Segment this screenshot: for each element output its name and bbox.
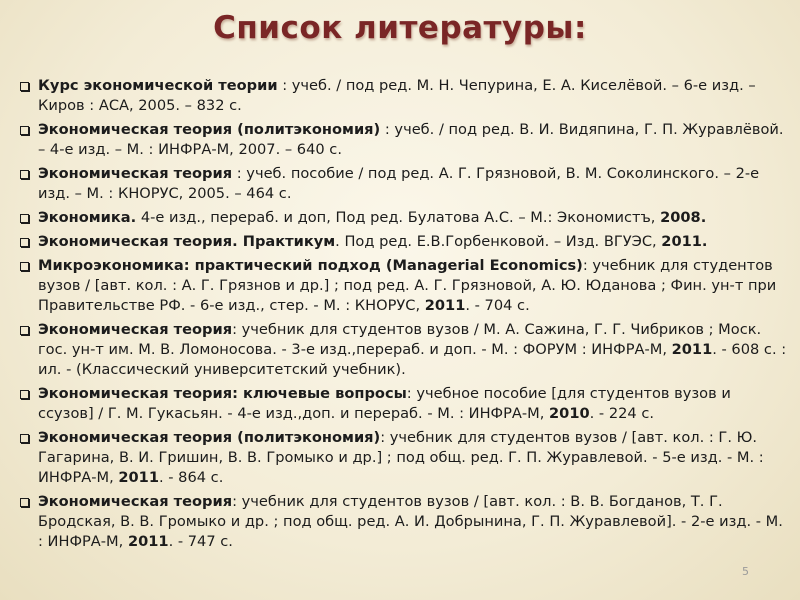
square-bullet-icon xyxy=(20,498,29,507)
slide-title: Список литературы: xyxy=(213,10,587,46)
square-bullet-icon xyxy=(20,82,29,91)
square-bullet-icon xyxy=(20,126,29,135)
list-item: Курс экономической теории : учеб. / под ред. М. Н. Чепурина, Е. А. Киселёвой. – 6-е изд. – Киров : АСА, 2005. – 832 с. xyxy=(18,76,788,116)
square-bullet-icon xyxy=(20,390,29,399)
page-number: 5 xyxy=(742,565,749,578)
list-item: Экономическая теория : учеб. пособие / под ред. А. Г. Грязновой, В. М. Соколинского. – 2-е изд. – М. : КНОРУС, 2005. – 464 с. xyxy=(18,164,788,204)
square-bullet-icon xyxy=(20,170,29,179)
square-bullet-icon xyxy=(20,214,29,223)
list-item: Экономическая теория: учебник для студентов вузов / [авт. кол. : В. В. Богданов, Т. Г. Бродская, В. В. Громыко и др. ; под общ. ред. А. И. Добрынина, Г. П. Журавлевой]. - 2-е изд. - М. : ИНФРА-М, 2011. - 747 с. xyxy=(18,492,788,552)
square-bullet-icon xyxy=(20,326,29,335)
reference-list xyxy=(18,76,788,556)
list-item: Экономическая теория. Практикум. Под ред. Е.В.Горбенковой. – Изд. ВГУЭС, 2011. xyxy=(18,232,788,252)
list-item: Экономическая теория (политэкономия) : учеб. / под ред. В. И. Видяпина, Г. П. Журавлёвой. – 4-е изд. – М. : ИНФРА-М, 2007. – 640 с. xyxy=(18,120,788,160)
list-item: Микроэкономика: практический подход (Managerial Economics): учебник для студентов вузов / [авт. кол. : А. Г. Грязнов и др.] ; под ред. А. Г. Грязновой, А. Ю. Юданова ; Фин. ун-т при Правительстве РФ. - 6-е изд., стер. - М. : КНОРУС, 2011. - 704 с. xyxy=(18,256,788,316)
list-item: Экономика. 4-е изд., перераб. и доп, Под ред. Булатова А.С. – М.: Экономистъ, 2008. xyxy=(18,208,788,228)
list-item: Экономическая теория: учебник для студентов вузов / М. А. Сажина, Г. Г. Чибриков ; Моск. гос. ун-т им. М. В. Ломоносова. - 3-е изд.,перераб. и доп. - М. : ФОРУМ : ИНФРА-М, 2011. - 608 с. : ил. - (Классический университетский учебник). xyxy=(18,320,788,380)
square-bullet-icon xyxy=(20,238,29,247)
list-item: Экономическая теория: ключевые вопросы: учебное пособие [для студентов вузов и ссузов] / Г. М. Гукасьян. - 4-е изд.,доп. и перераб. - М. : ИНФРА-М, 2010. - 224 с. xyxy=(18,384,788,424)
list-item: Экономическая теория (политэкономия): учебник для студентов вузов / [авт. кол. : Г. Ю. Гагарина, В. И. Гришин, В. В. Громыко и др.] ; под общ. ред. Г. П. Журавлевой. - 5-е изд. - М. : ИНФРА-М, 2011. - 864 с. xyxy=(18,428,788,488)
square-bullet-icon xyxy=(20,434,29,443)
square-bullet-icon xyxy=(20,262,29,271)
